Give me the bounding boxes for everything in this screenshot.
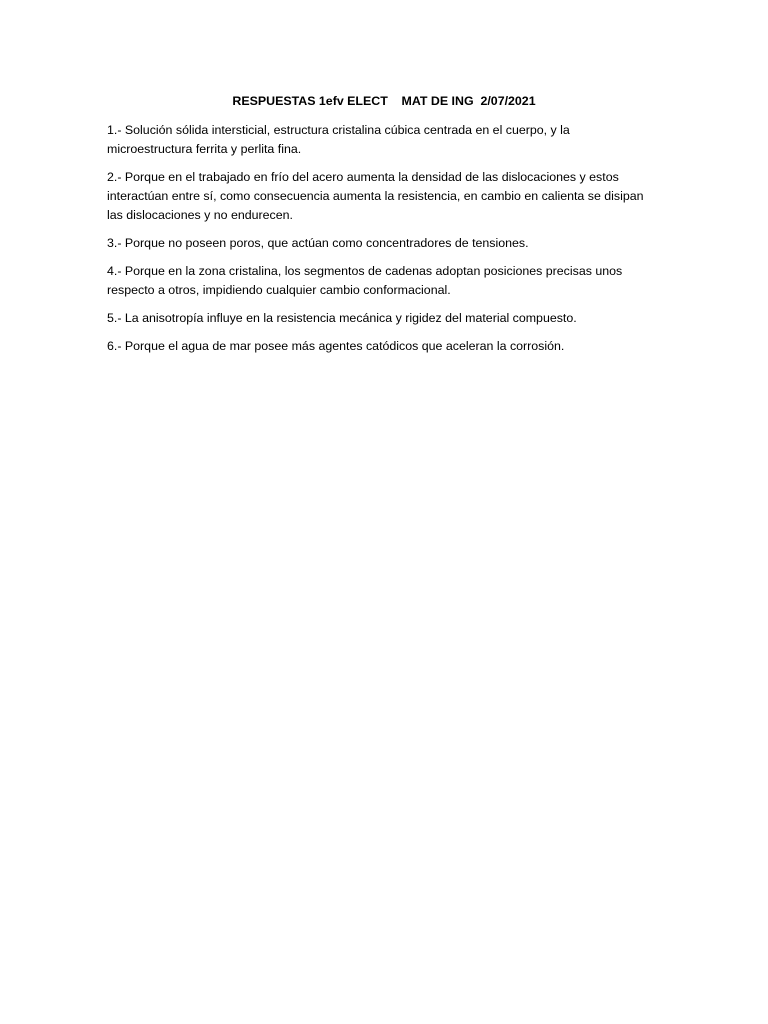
answer-line: interactúan entre sí, como consecuencia aumenta la resistencia, en cambio en calienta se disipan <box>107 189 644 203</box>
answer-3 <box>107 234 667 253</box>
answer-line: microestructura ferrita y perlita fina. <box>107 142 302 156</box>
answer-line: 2.- Porque en el trabajado en frío del acero aumenta la densidad de las dislocaciones y estos <box>107 170 619 184</box>
answer-line: 5.- La anisotropía influye en la resistencia mecánica y rigidez del material compuesto. <box>107 311 577 325</box>
answers-list <box>107 121 667 365</box>
answer-line: 4.- Porque en la zona cristalina, los segmentos de cadenas adoptan posiciones precisas unos <box>107 264 623 278</box>
answer-6 <box>107 337 667 356</box>
answer-line: las dislocaciones y no endurecen. <box>107 208 293 222</box>
document-title: RESPUESTAS 1efv ELECT MAT DE ING 2/07/2021 <box>232 94 536 108</box>
answer-1 <box>107 121 667 159</box>
answer-line: 6.- Porque el agua de mar posee más agentes catódicos que aceleran la corrosión. <box>107 339 565 353</box>
answer-4 <box>107 262 667 300</box>
answer-line: 3.- Porque no poseen poros, que actúan como concentradores de tensiones. <box>107 236 529 250</box>
answer-line: respecto a otros, impidiendo cualquier cambio conformacional. <box>107 283 451 297</box>
answer-2 <box>107 168 667 225</box>
answer-line: 1.- Solución sólida intersticial, estructura cristalina cúbica centrada en el cuerpo, y la <box>107 123 570 137</box>
answer-5 <box>107 309 667 328</box>
